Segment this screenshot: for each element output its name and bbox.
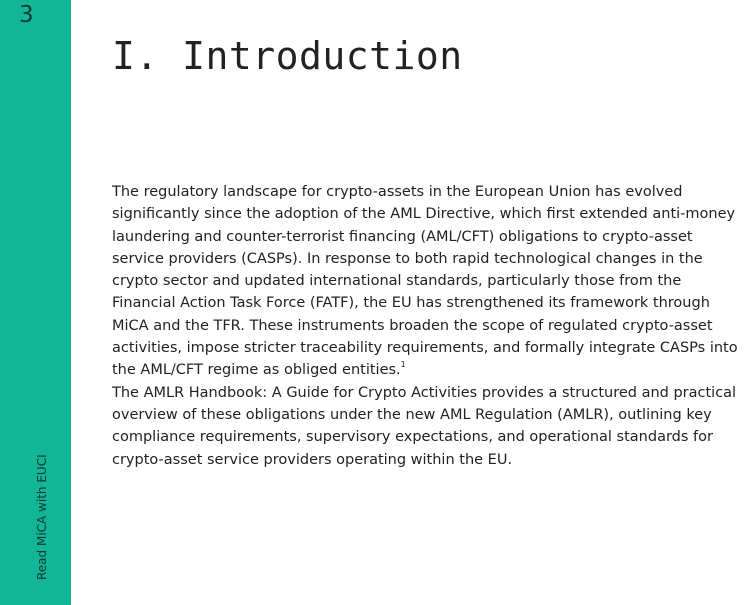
- sidebar-label: Read MiCA with EUCI: [35, 454, 49, 580]
- sidebar: [0, 0, 71, 605]
- page-number: 3: [19, 2, 34, 28]
- paragraph-text: The regulatory landscape for crypto-assets in the European Union has evolved significantly since the adoption of the AML Directive, which first extended anti-money laundering and counter-terrorist financing (AML/CFT) obligations to crypto-asset service providers (CASPs). In response to both rapid technological changes in the crypto sector and updated international standards, particularly those from the Financial Action Task Force (FATF), the EU has strengthened its framework through MiCA and the TFR. These instruments broaden the scope of regulated crypto-asset activities, impose stricter traceability requirements, and formally integrate CASPs into the AML/CFT regime as obliged entities.: [112, 184, 738, 379]
- footnote-marker[interactable]: 1: [400, 360, 406, 370]
- paragraph: The AMLR Handbook: A Guide for Crypto Activities provides a structured and practical overview of these obligations under the new AML Regulation (AMLR), outlining key compliance requirements, supervisory expectations, and operational standards for crypto-asset service providers operating within the EU.: [112, 384, 737, 468]
- body-text: [112, 181, 742, 471]
- paragraph: [112, 181, 742, 382]
- page-title: I. Introduction: [112, 34, 463, 78]
